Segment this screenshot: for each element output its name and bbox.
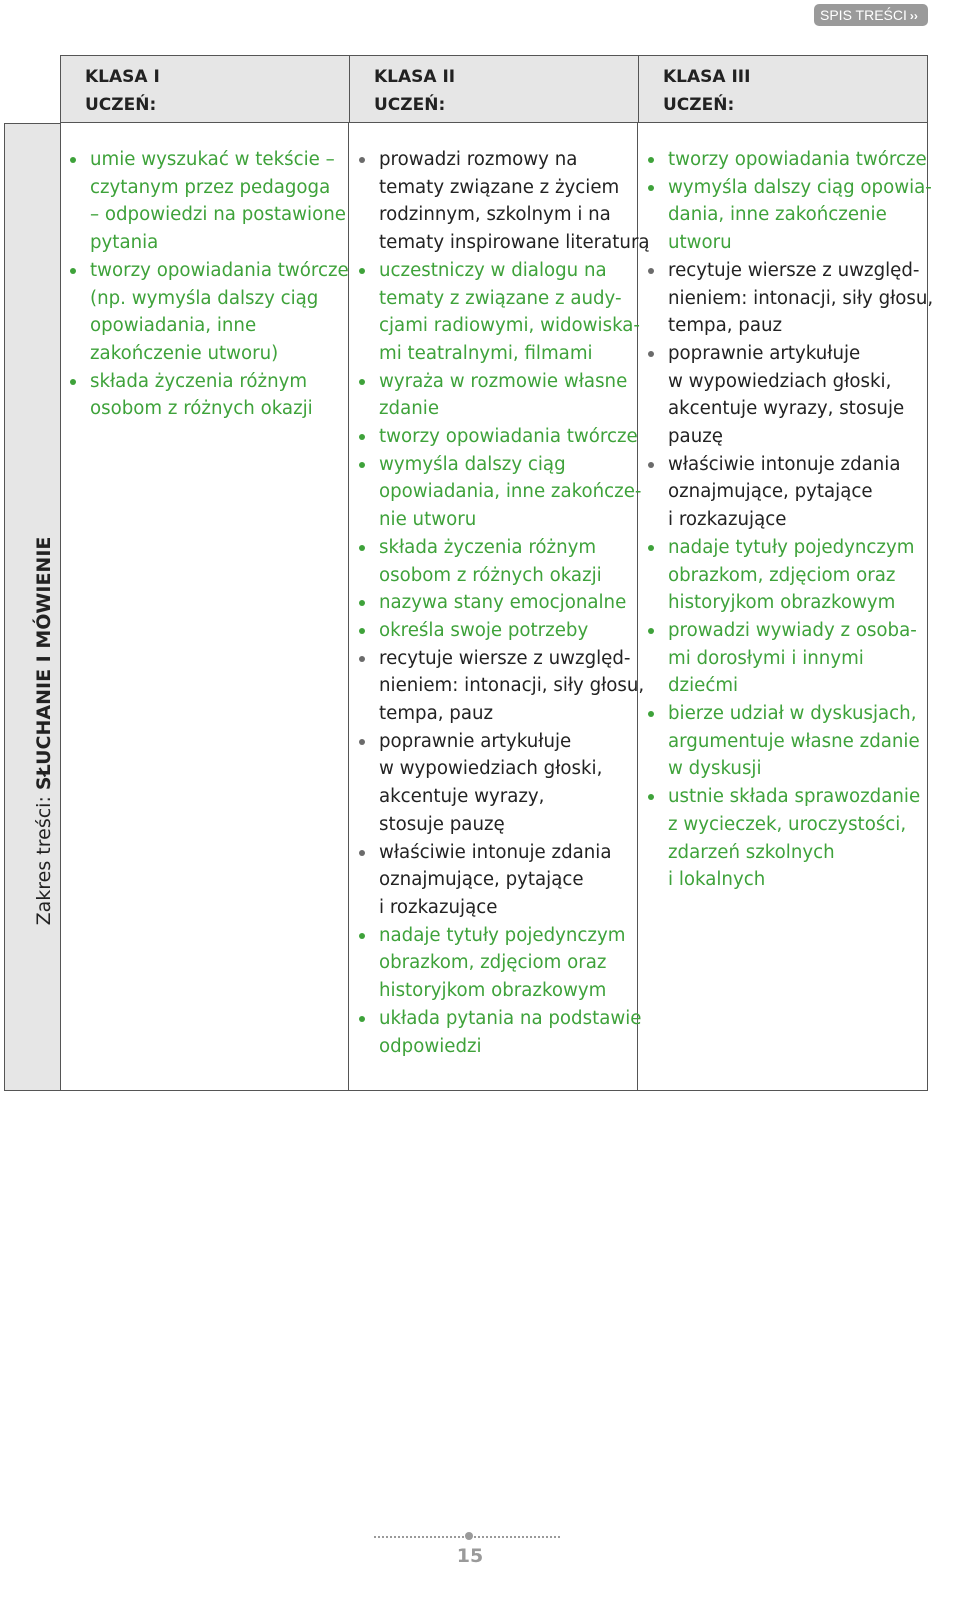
list-item-line: oznajmujące, pytające <box>379 869 584 891</box>
list-item-line: zdarzeń szkolnych <box>668 841 835 863</box>
list-item-line: wymyśla dalszy ciąg <box>379 453 566 475</box>
bullet-list <box>638 146 934 894</box>
list-item-line: określa swoje potrzeby <box>379 619 589 641</box>
list-item-line: pauzę <box>668 426 723 448</box>
list-item-line: dania, inne zakończenie <box>668 204 887 226</box>
side-label-topic: SŁUCHANIE I MÓWIENIE <box>33 536 55 791</box>
side-label-prefix: Zakres treści: <box>33 790 55 926</box>
list-item-line: nadaje tytuły pojedynczym <box>379 924 626 946</box>
footer-dot <box>465 1532 473 1540</box>
header-title: KLASA II <box>374 67 456 87</box>
list-item-line: oznajmujące, pytające <box>668 481 873 503</box>
list-item-line: odpowiedzi <box>379 1035 482 1057</box>
list-item-line: z wycieczek, uroczystości, <box>668 813 907 835</box>
list-item-line: właściwie intonuje zdania <box>379 841 612 863</box>
list-item <box>638 700 927 783</box>
list-item-line: w wypowiedziach głoski, <box>668 370 892 392</box>
list-item <box>349 617 637 645</box>
list-item-line: opowiadania, inne <box>90 315 257 337</box>
list-item <box>638 617 927 700</box>
list-item-line: czytanym przez pedagoga <box>90 176 331 198</box>
list-item-line: prowadzi rozmowy na <box>379 149 578 170</box>
list-item <box>638 534 927 617</box>
list-item <box>60 257 348 368</box>
list-item-line: historyjkom obrazkowym <box>668 592 896 614</box>
header-title: KLASA III <box>663 67 751 87</box>
list-item-line: w dyskusji <box>668 758 762 780</box>
list-item-line: poprawnie artykułuje <box>668 342 861 364</box>
list-item-line: umie wyszukać w tekście – <box>90 149 335 170</box>
list-item-line: uczestniczy w dialogu na <box>379 259 607 281</box>
list-item <box>638 257 934 340</box>
list-item <box>349 534 637 589</box>
list-item-line: zakończenie utworu) <box>90 342 279 364</box>
list-item-line: w wypowiedziach głoski, <box>379 758 603 780</box>
page-number: 15 <box>456 1545 484 1567</box>
bullet-list <box>349 146 650 1060</box>
list-item-line: tematy z związane z audy- <box>379 287 622 309</box>
list-item-line: stosuje pauzę <box>379 813 505 835</box>
list-item <box>349 257 640 368</box>
list-item-line: opowiadania, inne zakończe- <box>379 481 642 503</box>
list-item-line: nieniem: intonacji, siły głosu, <box>668 287 934 309</box>
list-item-line: nadaje tytuły pojedynczym <box>668 536 915 558</box>
toc-button-label: SPIS TREŚCI <box>820 7 907 23</box>
list-item-line: tworzy opowiadania twórcze <box>90 259 349 281</box>
column-klasa-1 <box>60 123 349 1090</box>
list-item <box>349 728 637 839</box>
list-item-line: obrazkom, zdjęciom oraz <box>379 952 607 974</box>
list-item-line: zdanie <box>379 398 440 420</box>
list-item <box>349 423 637 451</box>
side-label <box>33 537 55 926</box>
list-item-line: tematy związane z życiem <box>379 176 620 198</box>
list-item <box>349 645 645 728</box>
header-title: KLASA I <box>85 67 160 87</box>
list-item-line: tworzy opowiadania twórcze <box>379 426 638 448</box>
list-item-line: tematy inspirowane literaturą <box>379 232 650 254</box>
list-item-line: rodzinnym, szkolnym i na <box>379 204 611 226</box>
list-item <box>349 589 637 617</box>
list-item <box>60 146 348 257</box>
toc-button[interactable] <box>814 4 928 26</box>
list-item-line: prowadzi wywiady z osoba- <box>668 619 917 641</box>
list-item-line: obrazkom, zdjęciom oraz <box>668 564 896 586</box>
list-item-line: składa życzenia różnym <box>90 370 308 392</box>
list-item-line: osobom z różnych okazji <box>379 564 602 586</box>
list-item-line: i lokalnych <box>668 869 766 891</box>
list-item <box>349 1005 642 1060</box>
list-item <box>349 451 642 534</box>
list-item-line: bierze udział w dyskusjach, <box>668 703 917 725</box>
list-item-line: recytuje wiersze z uwzględ- <box>379 647 631 669</box>
list-item <box>349 146 650 257</box>
header-klasa-2 <box>350 56 639 122</box>
table-body-row <box>60 123 934 1091</box>
column-klasa-3 <box>638 123 934 1090</box>
list-item-line: tworzy opowiadania twórcze <box>668 149 927 170</box>
list-item-line: tempa, pauz <box>668 315 783 337</box>
list-item-line: właściwie intonuje zdania <box>668 453 901 475</box>
list-item <box>638 340 927 451</box>
list-item-line: składa życzenia różnym <box>379 536 597 558</box>
list-item-line: wyraża w rozmowie własne <box>379 370 628 392</box>
header-subtitle: UCZEŃ: <box>85 95 157 115</box>
list-item-line: historyjkom obrazkowym <box>379 980 607 1002</box>
list-item <box>638 146 927 174</box>
column-klasa-2 <box>349 123 650 1090</box>
list-item-line: cjami radiowymi, widowiska- <box>379 315 640 337</box>
list-item-line: akcentuje wyrazy, stosuje <box>668 398 905 420</box>
list-item <box>349 839 637 922</box>
header-subtitle: UCZEŃ: <box>374 95 446 115</box>
header-klasa-3 <box>639 56 927 122</box>
list-item-line: i rozkazujące <box>379 896 498 918</box>
list-item-line: pytania <box>90 232 159 254</box>
list-item-line: utworu <box>668 232 732 254</box>
bullet-list <box>60 146 348 423</box>
list-item-line: mi teatralnymi, filmami <box>379 342 593 364</box>
list-item-line: – odpowiedzi na postawione <box>90 204 346 226</box>
list-item-line: poprawnie artykułuje <box>379 730 572 752</box>
list-item <box>349 368 637 423</box>
chevron-right-icon: ›› <box>909 9 918 23</box>
list-item <box>60 368 348 423</box>
list-item-line: nie utworu <box>379 509 477 531</box>
list-item-line: dziećmi <box>668 675 739 697</box>
side-label-cell <box>4 123 61 1091</box>
list-item <box>638 174 932 257</box>
header-klasa-1 <box>61 56 350 122</box>
list-item <box>638 783 927 894</box>
list-item-line: osobom z różnych okazji <box>90 398 313 420</box>
list-item-line: mi dorosłymi i innymi <box>668 647 864 669</box>
list-item-line: układa pytania na podstawie <box>379 1007 642 1029</box>
list-item-line: wymyśla dalszy ciąg opowia- <box>668 176 932 198</box>
table-header-row <box>60 55 928 123</box>
list-item-line: argumentuje własne zdanie <box>668 730 920 752</box>
list-item-line: ustnie składa sprawozdanie <box>668 786 921 808</box>
list-item <box>349 922 637 1005</box>
list-item-line: nieniem: intonacji, siły głosu, <box>379 675 645 697</box>
header-subtitle: UCZEŃ: <box>663 95 735 115</box>
list-item-line: tempa, pauz <box>379 703 494 725</box>
list-item-line: recytuje wiersze z uwzględ- <box>668 259 920 281</box>
list-item-line: nazywa stany emocjonalne <box>379 592 627 614</box>
list-item <box>638 451 927 534</box>
list-item-line: akcentuje wyrazy, <box>379 786 545 808</box>
list-item-line: i rozkazujące <box>668 509 787 531</box>
list-item-line: (np. wymyśla dalszy ciąg <box>90 287 319 309</box>
